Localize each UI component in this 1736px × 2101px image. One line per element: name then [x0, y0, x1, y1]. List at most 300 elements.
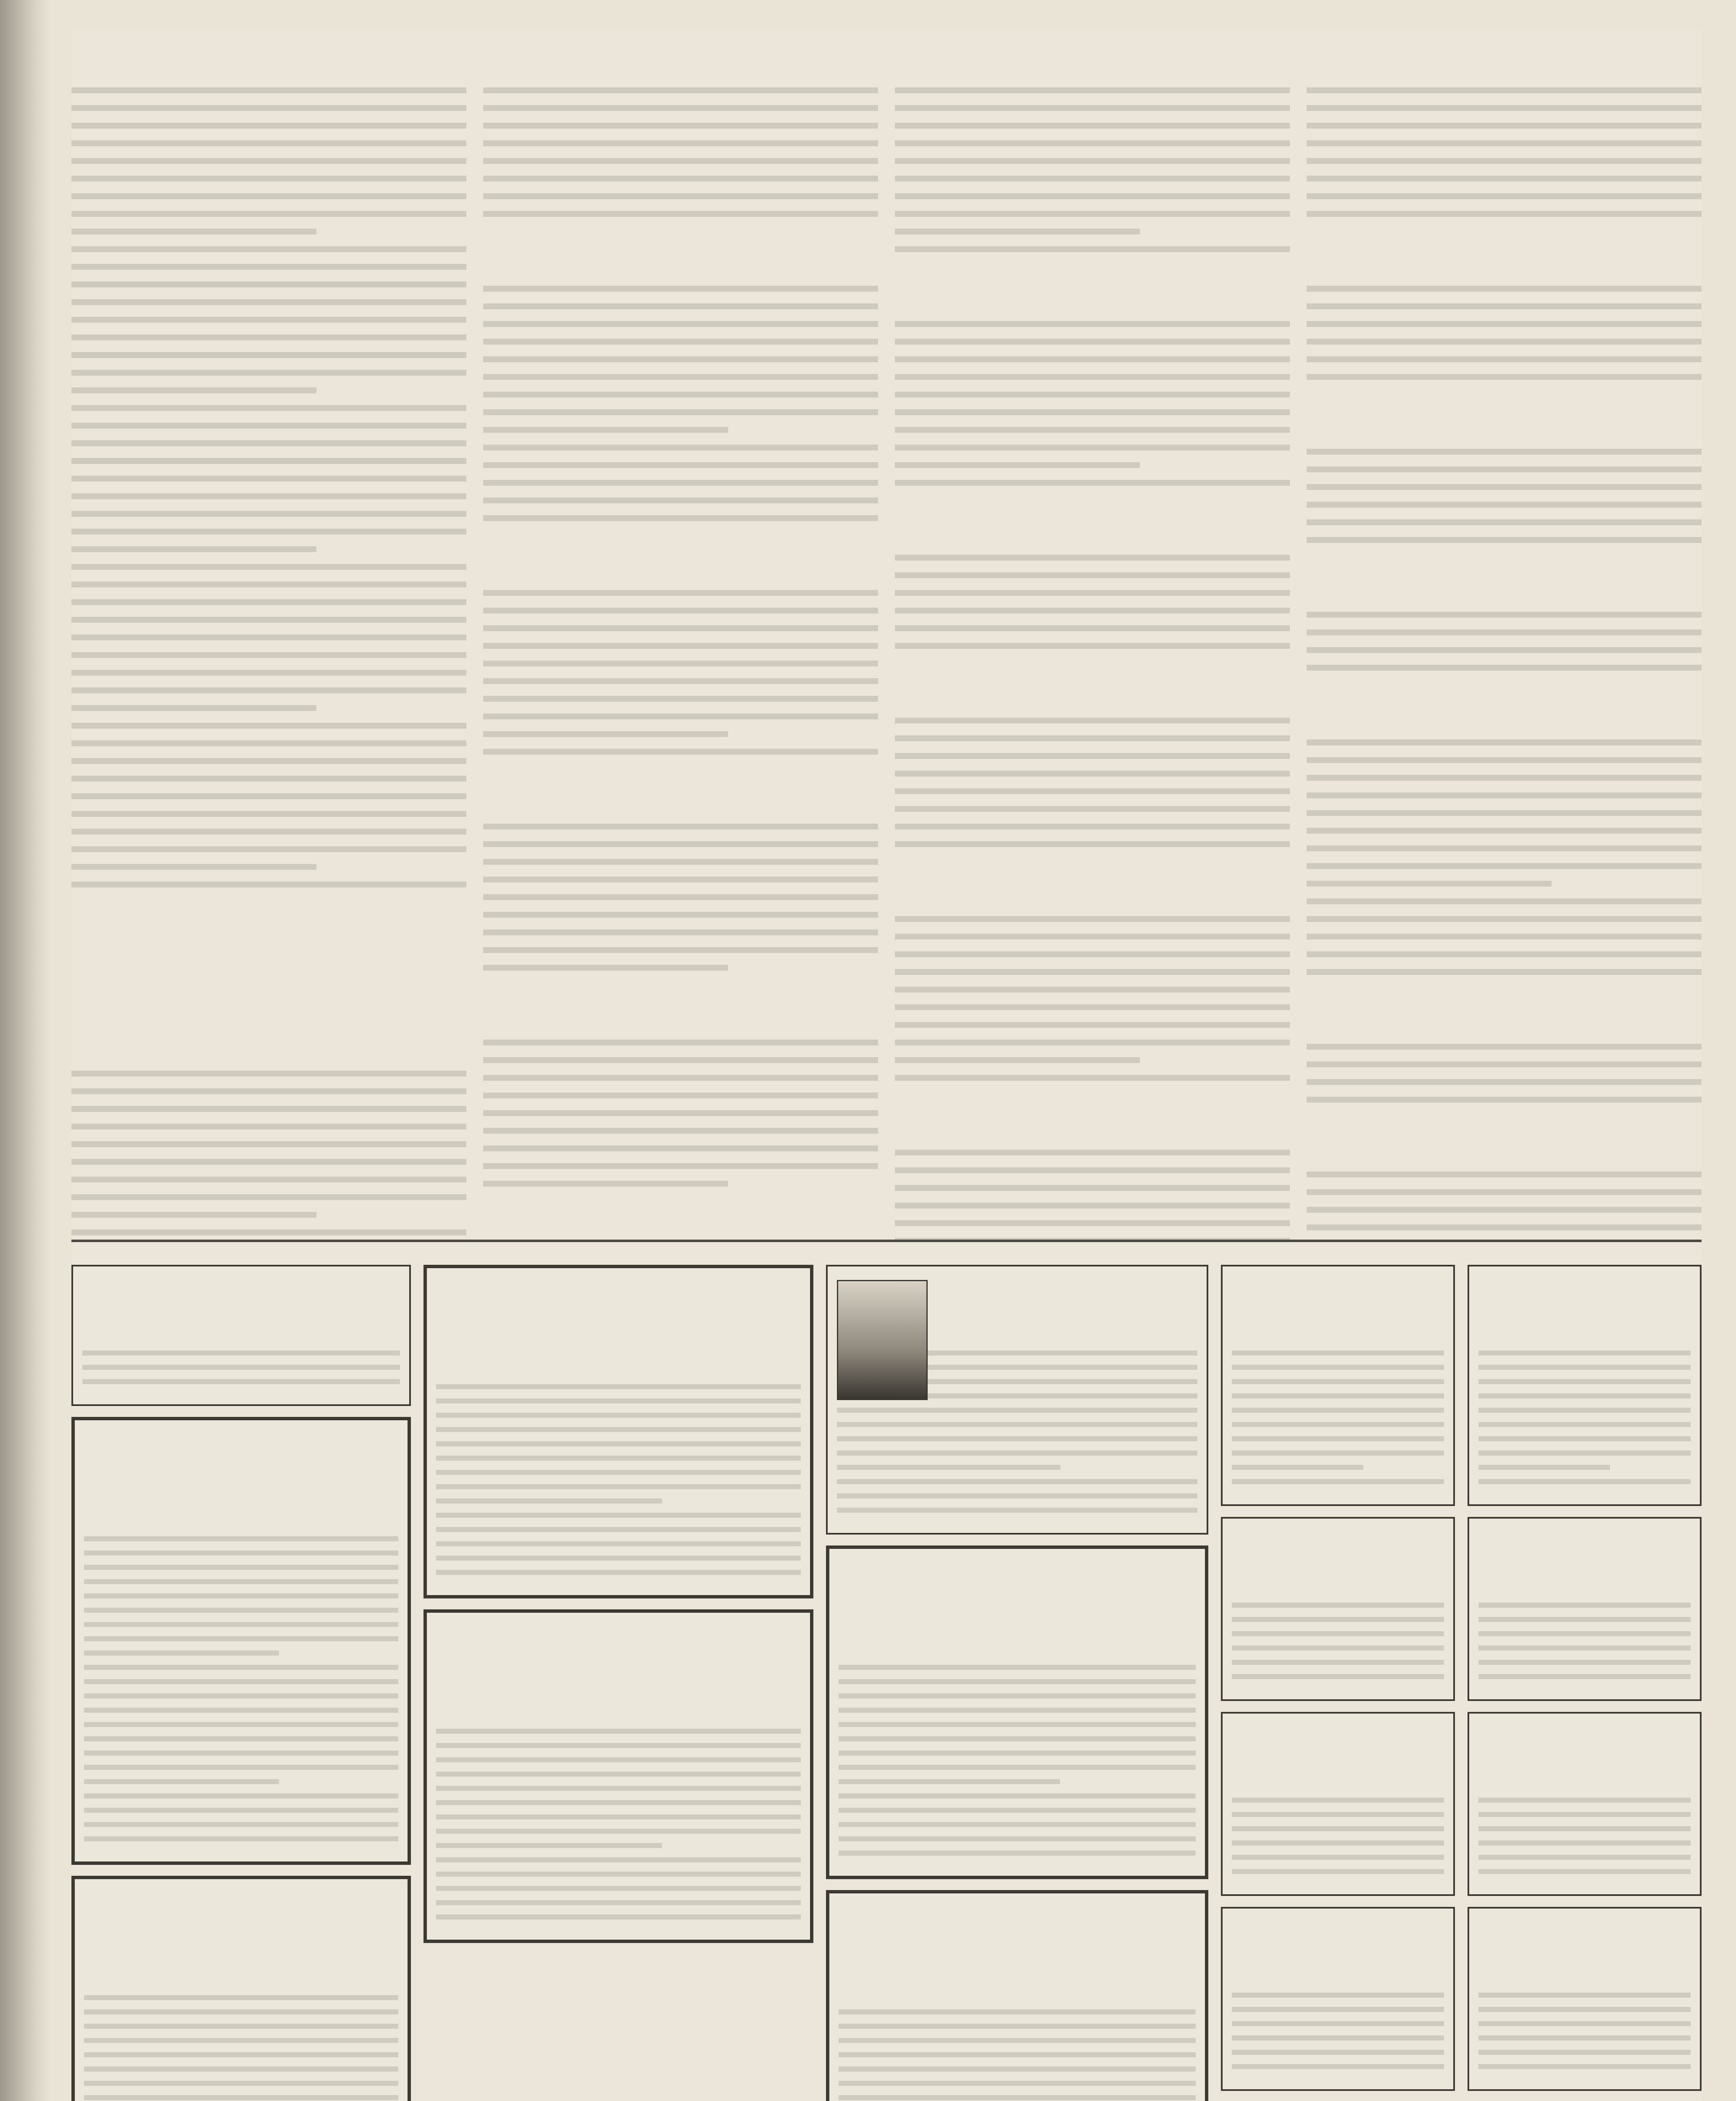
text-line-placeholder	[436, 1513, 801, 1518]
text-line-placeholder	[483, 859, 878, 865]
text-line-placeholder	[483, 661, 878, 666]
section-heading	[71, 902, 466, 965]
text-line-placeholder	[84, 1995, 398, 2000]
text-line-placeholder	[483, 123, 878, 129]
text-line-placeholder	[895, 625, 1290, 631]
text-line-placeholder	[1478, 1351, 1691, 1356]
text-line-placeholder	[1232, 2021, 1444, 2026]
ad-body	[436, 1364, 801, 1381]
text-line-placeholder	[82, 1351, 400, 1356]
advertisement-section	[71, 1265, 1702, 2101]
news-article	[483, 33, 878, 217]
article-headline	[895, 266, 1290, 287]
text-line-placeholder	[1478, 1479, 1691, 1484]
text-line-placeholder	[71, 229, 316, 234]
text-line-placeholder	[895, 409, 1290, 415]
text-line-placeholder	[483, 286, 878, 292]
article-body	[1307, 59, 1702, 84]
text-lines-placeholder	[895, 1150, 1290, 1240]
ad-meta	[1232, 1758, 1444, 1773]
text-line-placeholder	[895, 969, 1290, 975]
article-body	[895, 526, 1290, 551]
text-line-placeholder	[895, 445, 1290, 450]
text-line-placeholder	[895, 1040, 1290, 1045]
text-line-placeholder	[895, 158, 1290, 164]
ad-body	[436, 1709, 801, 1725]
ad-meta	[1232, 1311, 1444, 1326]
text-line-placeholder	[483, 1040, 878, 1045]
text-line-placeholder	[1307, 969, 1702, 975]
article-body	[1307, 1143, 1702, 1168]
text-lines-placeholder	[839, 2009, 1196, 2101]
text-line-placeholder	[839, 1708, 1196, 1713]
text-line-placeholder	[1478, 1840, 1691, 1846]
ad-title	[436, 1279, 801, 1338]
article-headline	[1307, 1117, 1702, 1137]
text-line-placeholder	[895, 1167, 1290, 1173]
text-line-placeholder	[483, 374, 878, 380]
text-line-placeholder	[837, 1508, 1197, 1513]
text-line-placeholder	[1478, 1812, 1691, 1817]
ad-meta	[1478, 1953, 1691, 1968]
text-line-placeholder	[1478, 2064, 1691, 2069]
text-line-placeholder	[71, 158, 466, 164]
text-line-placeholder	[71, 458, 466, 464]
text-line-placeholder	[71, 829, 466, 835]
text-line-placeholder	[895, 1075, 1290, 1081]
text-lines-placeholder	[895, 718, 1290, 847]
text-line-placeholder	[839, 1851, 1196, 1856]
text-line-placeholder	[71, 740, 466, 746]
ad-text-block	[436, 1384, 801, 1575]
text-line-placeholder	[1478, 1617, 1691, 1622]
ad-title	[839, 1904, 1196, 1963]
text-line-placeholder	[483, 894, 878, 900]
text-line-placeholder	[483, 929, 878, 935]
text-line-placeholder	[837, 1479, 1197, 1484]
article-subheading	[71, 1013, 466, 1042]
text-line-placeholder	[895, 229, 1140, 234]
ad-title	[84, 1890, 398, 1949]
advertisement	[71, 1876, 411, 2101]
text-lines-placeholder	[895, 321, 1290, 486]
article-headline	[895, 663, 1290, 683]
text-line-placeholder	[84, 1608, 398, 1613]
news-article	[1307, 1117, 1702, 1240]
text-line-placeholder	[895, 841, 1290, 847]
text-line-placeholder	[71, 529, 466, 534]
text-line-placeholder	[71, 176, 466, 182]
text-line-placeholder	[483, 211, 878, 217]
text-lines-placeholder	[839, 1665, 1196, 1856]
text-line-placeholder	[71, 705, 316, 711]
text-line-placeholder	[71, 387, 316, 393]
text-line-placeholder	[483, 321, 878, 327]
text-line-placeholder	[1232, 1993, 1444, 1998]
text-line-placeholder	[436, 1829, 801, 1834]
text-line-placeholder	[1478, 1631, 1691, 1636]
text-line-placeholder	[84, 1579, 398, 1584]
text-line-placeholder	[483, 1128, 878, 1134]
text-line-placeholder	[71, 317, 466, 323]
ad-text-block	[84, 1536, 398, 1841]
text-line-placeholder	[84, 1565, 398, 1570]
ad-title	[1232, 1725, 1444, 1751]
text-line-placeholder	[71, 405, 466, 411]
text-line-placeholder	[839, 1765, 1196, 1770]
article-body	[483, 795, 878, 820]
text-line-placeholder	[436, 1843, 662, 1848]
text-line-placeholder	[1307, 612, 1702, 618]
ad-text-block	[1478, 1798, 1691, 1874]
text-line-placeholder	[1478, 1393, 1691, 1398]
text-line-placeholder	[71, 1177, 466, 1182]
text-line-placeholder	[483, 590, 878, 596]
text-line-placeholder	[895, 788, 1290, 794]
text-lines-placeholder	[1232, 1993, 1444, 2069]
text-line-placeholder	[71, 1141, 466, 1147]
news-article	[1307, 231, 1702, 380]
news-article	[895, 500, 1290, 649]
article-body	[1307, 583, 1702, 608]
ad-title	[1232, 1530, 1444, 1556]
text-line-placeholder	[84, 1751, 398, 1756]
news-article	[71, 1013, 466, 1235]
news-column-2	[483, 29, 878, 1240]
article-headline	[483, 231, 878, 251]
text-line-placeholder	[895, 590, 1290, 596]
text-line-placeholder	[436, 1498, 662, 1503]
advertisement	[423, 1265, 813, 1598]
text-lines-placeholder	[436, 1729, 801, 1919]
text-line-placeholder	[895, 321, 1290, 327]
text-line-placeholder	[71, 123, 466, 129]
text-line-placeholder	[84, 1793, 398, 1798]
text-line-placeholder	[1307, 321, 1702, 327]
text-line-placeholder	[1307, 374, 1702, 380]
text-line-placeholder	[483, 515, 878, 521]
news-article	[895, 1095, 1290, 1240]
text-line-placeholder	[895, 339, 1290, 345]
advertisement	[71, 1265, 411, 1406]
text-line-placeholder	[895, 806, 1290, 812]
text-line-placeholder	[1232, 1422, 1444, 1427]
article-body	[895, 59, 1290, 84]
text-line-placeholder	[1232, 1855, 1444, 1860]
text-line-placeholder	[1232, 1660, 1444, 1665]
text-line-placeholder	[1478, 1826, 1691, 1831]
text-line-placeholder	[84, 1551, 398, 1556]
ad-meta	[1478, 1311, 1691, 1326]
text-lines-placeholder	[1307, 87, 1702, 217]
binding-gutter-shadow	[0, 0, 50, 2101]
text-line-placeholder	[483, 965, 728, 971]
text-line-placeholder	[1307, 519, 1702, 525]
ad-meta	[82, 1311, 400, 1326]
advertisement	[423, 1609, 813, 1943]
text-line-placeholder	[71, 440, 466, 446]
article-headline	[895, 500, 1290, 520]
advertisement	[826, 1545, 1208, 1879]
article-body	[1307, 1015, 1702, 1040]
text-line-placeholder	[71, 776, 466, 782]
text-line-placeholder	[895, 462, 1140, 468]
text-line-placeholder	[71, 511, 466, 517]
text-line-placeholder	[84, 2067, 398, 2072]
text-line-placeholder	[483, 445, 878, 450]
text-line-placeholder	[1478, 2007, 1691, 2012]
text-line-placeholder	[895, 480, 1290, 486]
ad-text-block	[1478, 1993, 1691, 2069]
advertisement	[1221, 1712, 1455, 1896]
text-lines-placeholder	[1307, 1044, 1702, 1103]
advertisement	[1221, 1907, 1455, 2091]
text-line-placeholder	[71, 299, 466, 305]
text-line-placeholder	[71, 105, 466, 111]
article-body	[483, 1011, 878, 1036]
text-line-placeholder	[1478, 1365, 1691, 1370]
text-line-placeholder	[483, 608, 878, 613]
text-line-placeholder	[895, 211, 1290, 217]
text-line-placeholder	[1232, 1617, 1444, 1622]
text-line-placeholder	[71, 617, 466, 623]
article-body	[895, 689, 1290, 714]
text-line-placeholder	[71, 1088, 466, 1094]
text-lines-placeholder	[483, 824, 878, 971]
text-line-placeholder	[895, 934, 1290, 940]
text-line-placeholder	[837, 1465, 1060, 1470]
text-line-placeholder	[837, 1493, 1197, 1498]
text-line-placeholder	[1307, 934, 1702, 940]
text-line-placeholder	[839, 1808, 1196, 1813]
text-line-placeholder	[895, 1150, 1290, 1156]
text-line-placeholder	[1478, 1993, 1691, 1998]
ad-body	[839, 1645, 1196, 1661]
advertisement	[1221, 1265, 1455, 1506]
text-line-placeholder	[895, 1004, 1290, 1010]
text-line-placeholder	[1307, 1044, 1702, 1050]
news-article	[1307, 989, 1702, 1103]
news-section	[71, 29, 1702, 1242]
text-line-placeholder	[895, 1185, 1290, 1191]
text-lines-placeholder	[71, 87, 466, 887]
news-article	[895, 266, 1290, 486]
text-line-placeholder	[84, 1693, 398, 1698]
text-line-placeholder	[436, 1556, 801, 1561]
news-article	[71, 33, 466, 887]
text-lines-placeholder	[895, 87, 1290, 252]
text-line-placeholder	[483, 1110, 878, 1116]
text-line-placeholder	[839, 1736, 1196, 1741]
article-body	[71, 973, 466, 998]
text-line-placeholder	[84, 2038, 398, 2043]
text-lines-placeholder	[1307, 740, 1702, 975]
text-line-placeholder	[1232, 1812, 1444, 1817]
ad-body	[1478, 1972, 1691, 1989]
text-line-placeholder	[483, 1181, 728, 1187]
article-headline	[483, 769, 878, 789]
text-line-placeholder	[895, 193, 1290, 199]
ad-meta	[436, 1345, 801, 1360]
text-line-placeholder	[483, 409, 878, 415]
text-line-placeholder	[839, 2081, 1196, 2086]
text-line-placeholder	[1478, 1465, 1610, 1470]
text-line-placeholder	[1307, 665, 1702, 671]
article-headline	[483, 535, 878, 556]
text-lines-placeholder	[1307, 286, 1702, 380]
text-line-placeholder	[1307, 1061, 1702, 1067]
text-line-placeholder	[483, 696, 878, 702]
text-line-placeholder	[1307, 810, 1702, 816]
text-line-placeholder	[895, 427, 1290, 433]
text-line-placeholder	[1232, 1379, 1444, 1384]
text-line-placeholder	[1478, 1408, 1691, 1413]
text-line-placeholder	[1478, 1646, 1691, 1651]
text-line-placeholder	[436, 1398, 801, 1403]
text-line-placeholder	[1478, 1855, 1691, 1860]
article-body	[483, 59, 878, 84]
text-line-placeholder	[1478, 2035, 1691, 2040]
text-line-placeholder	[1232, 1479, 1444, 1484]
text-line-placeholder	[483, 877, 878, 882]
text-line-placeholder	[84, 1765, 398, 1770]
ad-meta	[1232, 1563, 1444, 1578]
text-line-placeholder	[895, 771, 1290, 777]
text-line-placeholder	[1232, 1408, 1444, 1413]
ad-meta	[839, 1970, 1196, 1985]
ad-body	[84, 1975, 398, 1992]
text-line-placeholder	[895, 608, 1290, 613]
text-line-placeholder	[71, 599, 466, 605]
text-line-placeholder	[1232, 1674, 1444, 1679]
text-line-placeholder	[71, 864, 316, 870]
text-line-placeholder	[1307, 193, 1702, 199]
text-lines-placeholder	[483, 87, 878, 217]
text-line-placeholder	[436, 1814, 801, 1819]
text-line-placeholder	[1232, 2035, 1444, 2040]
text-lines-placeholder	[84, 1995, 398, 2101]
text-line-placeholder	[71, 352, 466, 358]
text-line-placeholder	[483, 1145, 878, 1151]
article-headline	[1307, 394, 1702, 414]
text-line-placeholder	[82, 1379, 400, 1384]
text-line-placeholder	[895, 140, 1290, 146]
text-line-placeholder	[1232, 1869, 1444, 1874]
article-headline	[1307, 685, 1702, 705]
text-line-placeholder	[1232, 1465, 1363, 1470]
text-line-placeholder	[71, 564, 466, 570]
text-lines-placeholder	[483, 286, 878, 521]
text-line-placeholder	[483, 912, 878, 918]
article-body	[1307, 257, 1702, 282]
ad-body	[1232, 1777, 1444, 1794]
text-line-placeholder	[84, 1708, 398, 1713]
text-line-placeholder	[1307, 757, 1702, 763]
text-line-placeholder	[839, 1836, 1196, 1841]
text-line-placeholder	[839, 1679, 1196, 1684]
article-headline	[483, 985, 878, 1005]
text-line-placeholder	[895, 123, 1290, 129]
text-lines-placeholder	[1478, 1351, 1691, 1484]
text-line-placeholder	[1232, 1436, 1444, 1441]
text-line-placeholder	[71, 1159, 466, 1165]
text-line-placeholder	[483, 427, 728, 433]
text-line-placeholder	[84, 1736, 398, 1741]
news-column-3	[895, 29, 1290, 1240]
news-article	[483, 231, 878, 521]
ad-text-block	[1232, 1798, 1444, 1874]
text-line-placeholder	[1307, 1172, 1702, 1177]
text-line-placeholder	[71, 282, 466, 287]
text-line-placeholder	[483, 947, 878, 953]
ad-body	[82, 1330, 400, 1347]
advertisement	[1468, 1712, 1702, 1896]
text-line-placeholder	[483, 193, 878, 199]
text-line-placeholder	[436, 1441, 801, 1446]
text-line-placeholder	[436, 1541, 801, 1546]
text-line-placeholder	[1232, 1393, 1444, 1398]
text-line-placeholder	[71, 1194, 466, 1200]
text-line-placeholder	[1307, 339, 1702, 345]
text-line-placeholder	[1307, 863, 1702, 869]
text-line-placeholder	[1307, 502, 1702, 508]
newspaper-page	[71, 29, 1702, 2101]
text-line-placeholder	[1307, 775, 1702, 781]
ad-text-block	[839, 2009, 1196, 2101]
text-line-placeholder	[1307, 1207, 1702, 1213]
text-line-placeholder	[483, 1093, 878, 1098]
text-lines-placeholder	[483, 1040, 878, 1187]
news-article	[483, 535, 878, 755]
text-line-placeholder	[71, 582, 466, 587]
text-line-placeholder	[839, 2052, 1196, 2057]
text-line-placeholder	[483, 731, 728, 737]
text-line-placeholder	[84, 1779, 279, 1784]
ad-column-5	[1468, 1265, 1702, 2101]
text-line-placeholder	[71, 140, 466, 146]
news-article	[483, 769, 878, 971]
text-line-placeholder	[71, 882, 466, 887]
article-body	[895, 292, 1290, 318]
advertisement	[71, 1417, 411, 1865]
text-line-placeholder	[71, 476, 466, 482]
ad-title	[436, 1624, 801, 1682]
text-line-placeholder	[71, 670, 466, 676]
text-line-placeholder	[1478, 1451, 1691, 1456]
text-line-placeholder	[483, 713, 878, 719]
text-line-placeholder	[71, 846, 466, 852]
ad-body	[84, 1516, 398, 1533]
article-body	[895, 887, 1290, 913]
advertisement	[1468, 1265, 1702, 1506]
text-line-placeholder	[837, 1422, 1197, 1427]
article-body	[71, 59, 466, 84]
text-line-placeholder	[84, 1822, 398, 1827]
article-headline	[895, 861, 1290, 882]
text-lines-placeholder	[436, 1384, 801, 1575]
text-line-placeholder	[84, 2009, 398, 2014]
text-line-placeholder	[895, 105, 1290, 111]
article-headline	[1307, 557, 1702, 577]
text-line-placeholder	[895, 374, 1290, 380]
text-line-placeholder	[71, 687, 466, 693]
news-article	[483, 985, 878, 1187]
text-line-placeholder	[436, 1886, 801, 1891]
ad-text-block	[1232, 1993, 1444, 2069]
ad-meta	[84, 1956, 398, 1971]
text-line-placeholder	[837, 1408, 1197, 1413]
text-line-placeholder	[71, 1124, 466, 1129]
